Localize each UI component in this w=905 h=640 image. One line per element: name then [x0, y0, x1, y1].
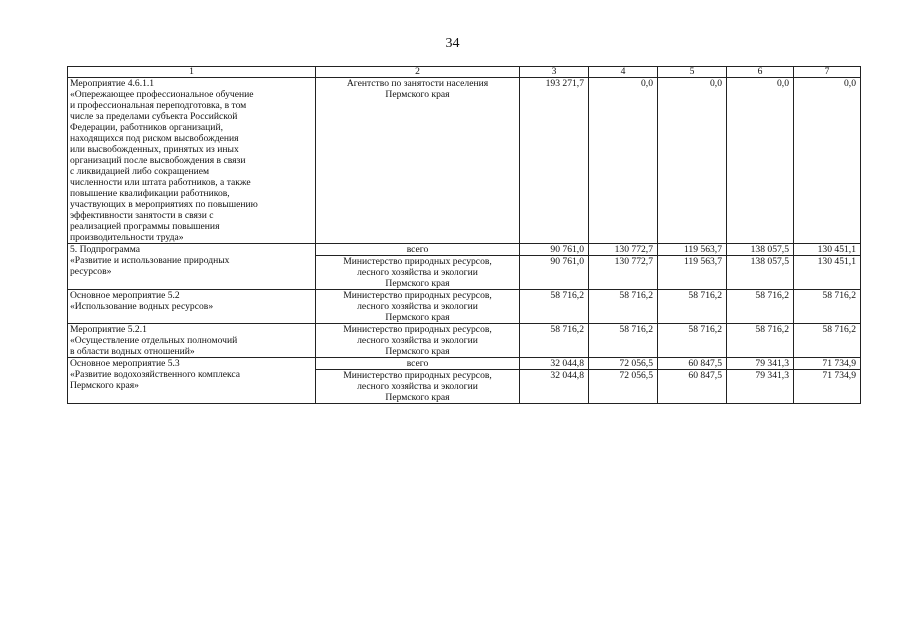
- header-col-2: 2: [316, 67, 520, 78]
- value-col-7: 71 734,9: [794, 358, 861, 370]
- row-name: Мероприятие 4.6.1.1 «Опережающее профессиональное обучение и профессиональная переподготовка, в том числе за пределами субъекта Российской Федерации, работников организаций, находящихся под риском высвобождения или высвобожденных, принятых из иных организаций после высвобождения в связи с ликвидацией либо сокращением численности или штата работников, а также повышение квалификации работников, участвующих в мероприятиях по повышению эффективности занятости в связи с реализацией программы повышения производительности труда»: [68, 78, 316, 244]
- value-col-4: 72 056,5: [589, 370, 658, 404]
- value-col-4: 130 772,7: [589, 244, 658, 256]
- value-col-3: 32 044,8: [520, 370, 589, 404]
- table-row: [68, 324, 861, 358]
- table-row: [68, 78, 861, 244]
- row-executor: Агентство по занятости населения Пермского края: [316, 78, 520, 244]
- value-col-7: 130 451,1: [794, 244, 861, 256]
- value-col-6: 138 057,5: [727, 256, 794, 290]
- value-col-5: 58 716,2: [658, 290, 727, 324]
- value-col-4: 58 716,2: [589, 324, 658, 358]
- row-name: Мероприятие 5.2.1 «Осуществление отдельных полномочий в области водных отношений»: [68, 324, 316, 358]
- value-col-7: 71 734,9: [794, 370, 861, 404]
- header-col-5: 5: [658, 67, 727, 78]
- header-row: [68, 67, 861, 78]
- value-col-3: 32 044,8: [520, 358, 589, 370]
- row-name: 5. Подпрограмма «Развитие и использование природных ресурсов»: [68, 244, 316, 290]
- row-executor: Министерство природных ресурсов, лесного хозяйства и экологии Пермского края: [316, 290, 520, 324]
- value-col-6: 79 341,3: [727, 370, 794, 404]
- value-col-7: 58 716,2: [794, 324, 861, 358]
- value-col-3: 90 761,0: [520, 244, 589, 256]
- budget-table: [67, 66, 861, 404]
- value-col-7: 0,0: [794, 78, 861, 244]
- header-col-1: 1: [68, 67, 316, 78]
- value-col-7: 58 716,2: [794, 290, 861, 324]
- row-executor: Министерство природных ресурсов, лесного хозяйства и экологии Пермского края: [316, 256, 520, 290]
- value-col-5: 0,0: [658, 78, 727, 244]
- value-col-5: 60 847,5: [658, 358, 727, 370]
- value-col-7: 130 451,1: [794, 256, 861, 290]
- value-col-3: 90 761,0: [520, 256, 589, 290]
- row-executor: всего: [316, 358, 520, 370]
- header-col-6: 6: [727, 67, 794, 78]
- table-row: [68, 244, 861, 256]
- value-col-4: 72 056,5: [589, 358, 658, 370]
- value-col-5: 119 563,7: [658, 244, 727, 256]
- row-name: Основное мероприятие 5.3 «Развитие водохозяйственного комплекса Пермского края»: [68, 358, 316, 404]
- row-executor: Министерство природных ресурсов, лесного хозяйства и экологии Пермского края: [316, 324, 520, 358]
- value-col-5: 58 716,2: [658, 324, 727, 358]
- value-col-6: 58 716,2: [727, 290, 794, 324]
- header-col-7: 7: [794, 67, 861, 78]
- value-col-3: 193 271,7: [520, 78, 589, 244]
- row-executor: всего: [316, 244, 520, 256]
- table-row: [68, 290, 861, 324]
- page-number: 34: [445, 36, 460, 51]
- value-col-6: 58 716,2: [727, 324, 794, 358]
- row-executor: Министерство природных ресурсов, лесного хозяйства и экологии Пермского края: [316, 370, 520, 404]
- value-col-6: 138 057,5: [727, 244, 794, 256]
- header-col-4: 4: [589, 67, 658, 78]
- value-col-6: 0,0: [727, 78, 794, 244]
- header-col-3: 3: [520, 67, 589, 78]
- value-col-4: 0,0: [589, 78, 658, 244]
- value-col-3: 58 716,2: [520, 324, 589, 358]
- value-col-5: 119 563,7: [658, 256, 727, 290]
- value-col-3: 58 716,2: [520, 290, 589, 324]
- value-col-4: 58 716,2: [589, 290, 658, 324]
- value-col-6: 79 341,3: [727, 358, 794, 370]
- row-name: Основное мероприятие 5.2 «Использование водных ресурсов»: [68, 290, 316, 324]
- value-col-4: 130 772,7: [589, 256, 658, 290]
- value-col-5: 60 847,5: [658, 370, 727, 404]
- table-row: [68, 358, 861, 370]
